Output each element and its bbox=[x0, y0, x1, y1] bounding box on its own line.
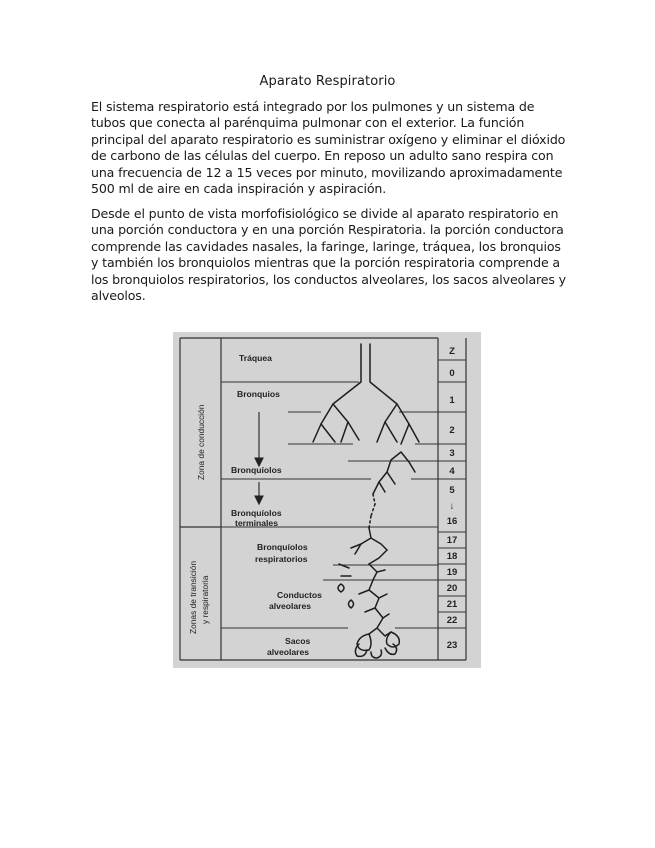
label-sacos-line1: Sacos bbox=[285, 636, 311, 646]
generation-number: 3 bbox=[449, 448, 455, 459]
label-conductos-line1: Conductos bbox=[277, 590, 322, 600]
zone-conduction-label: Zona de conducción bbox=[196, 404, 206, 480]
label-conductos-line2: alveolares bbox=[269, 601, 312, 611]
generation-number: 5 bbox=[449, 485, 455, 496]
generation-number: 2 bbox=[449, 425, 455, 436]
airway-generations-figure bbox=[173, 332, 481, 668]
generation-number: 18 bbox=[446, 551, 458, 562]
paragraph-intro: El sistema respiratorio está integrado por los pulmones y un sistema de tubos que conecta al parénquima pulmonar con el exterior. La función principal del aparato respiratorio es suministrar oxígeno y eliminar el dióxido de carbono de las células del cuerpo. En reposo un adulto sano respira con una frecuencia de 12 a 15 veces por minuto, movilizando aproximadamente 500 ml de aire en cada inspiración y aspiración. bbox=[91, 99, 566, 197]
generation-number: 4 bbox=[449, 466, 455, 477]
label-respiratorios-line2: respiratorios bbox=[255, 554, 308, 564]
generation-number: 19 bbox=[446, 567, 458, 578]
generation-number: 23 bbox=[446, 640, 458, 651]
generation-number: 17 bbox=[446, 535, 458, 546]
generation-number: 20 bbox=[446, 583, 458, 594]
paragraph-division: Desde el punto de vista morfofisiológico se divide al aparato respiratorio en una porción conductora y en una porción Respiratoria. la porción conductora comprende las cavidades nasales, la faringe, laringe, tráquea, los bronquios y también los bronquiolos mientras que la porción respiratoria comprende a los bronquiolos respiratorios, los conductos alveolares, los sacos alveolares y alveolos. bbox=[91, 206, 566, 304]
respiratory-tree bbox=[338, 528, 399, 658]
label-terminales-line2: terminales bbox=[235, 518, 278, 528]
zone-transition-label-line2: y respiratoria bbox=[200, 575, 210, 624]
generation-number: 21 bbox=[446, 599, 458, 610]
label-traquea: Tráquea bbox=[239, 353, 272, 363]
label-bronquios: Bronquios bbox=[237, 389, 280, 399]
document-title: Aparato Respiratorio bbox=[259, 74, 396, 89]
generation-number: 1 bbox=[449, 395, 455, 406]
bronchial-tree bbox=[313, 344, 419, 528]
airway-diagram bbox=[173, 332, 481, 668]
generation-number: 22 bbox=[446, 615, 458, 626]
label-terminales-line1: Bronquíolos bbox=[231, 508, 282, 518]
generation-arrow: ↓ bbox=[449, 501, 455, 512]
generation-number: 0 bbox=[449, 368, 455, 379]
generation-header: Z bbox=[449, 346, 455, 357]
generation-number: 16 bbox=[446, 516, 458, 527]
label-bronquiolos: Bronquíolos bbox=[231, 465, 282, 475]
label-sacos-line2: alveolares bbox=[267, 647, 310, 657]
zone-transition-label-line1: Zonas de transición bbox=[188, 560, 198, 634]
label-respiratorios-line1: Bronquíolos bbox=[257, 542, 308, 552]
